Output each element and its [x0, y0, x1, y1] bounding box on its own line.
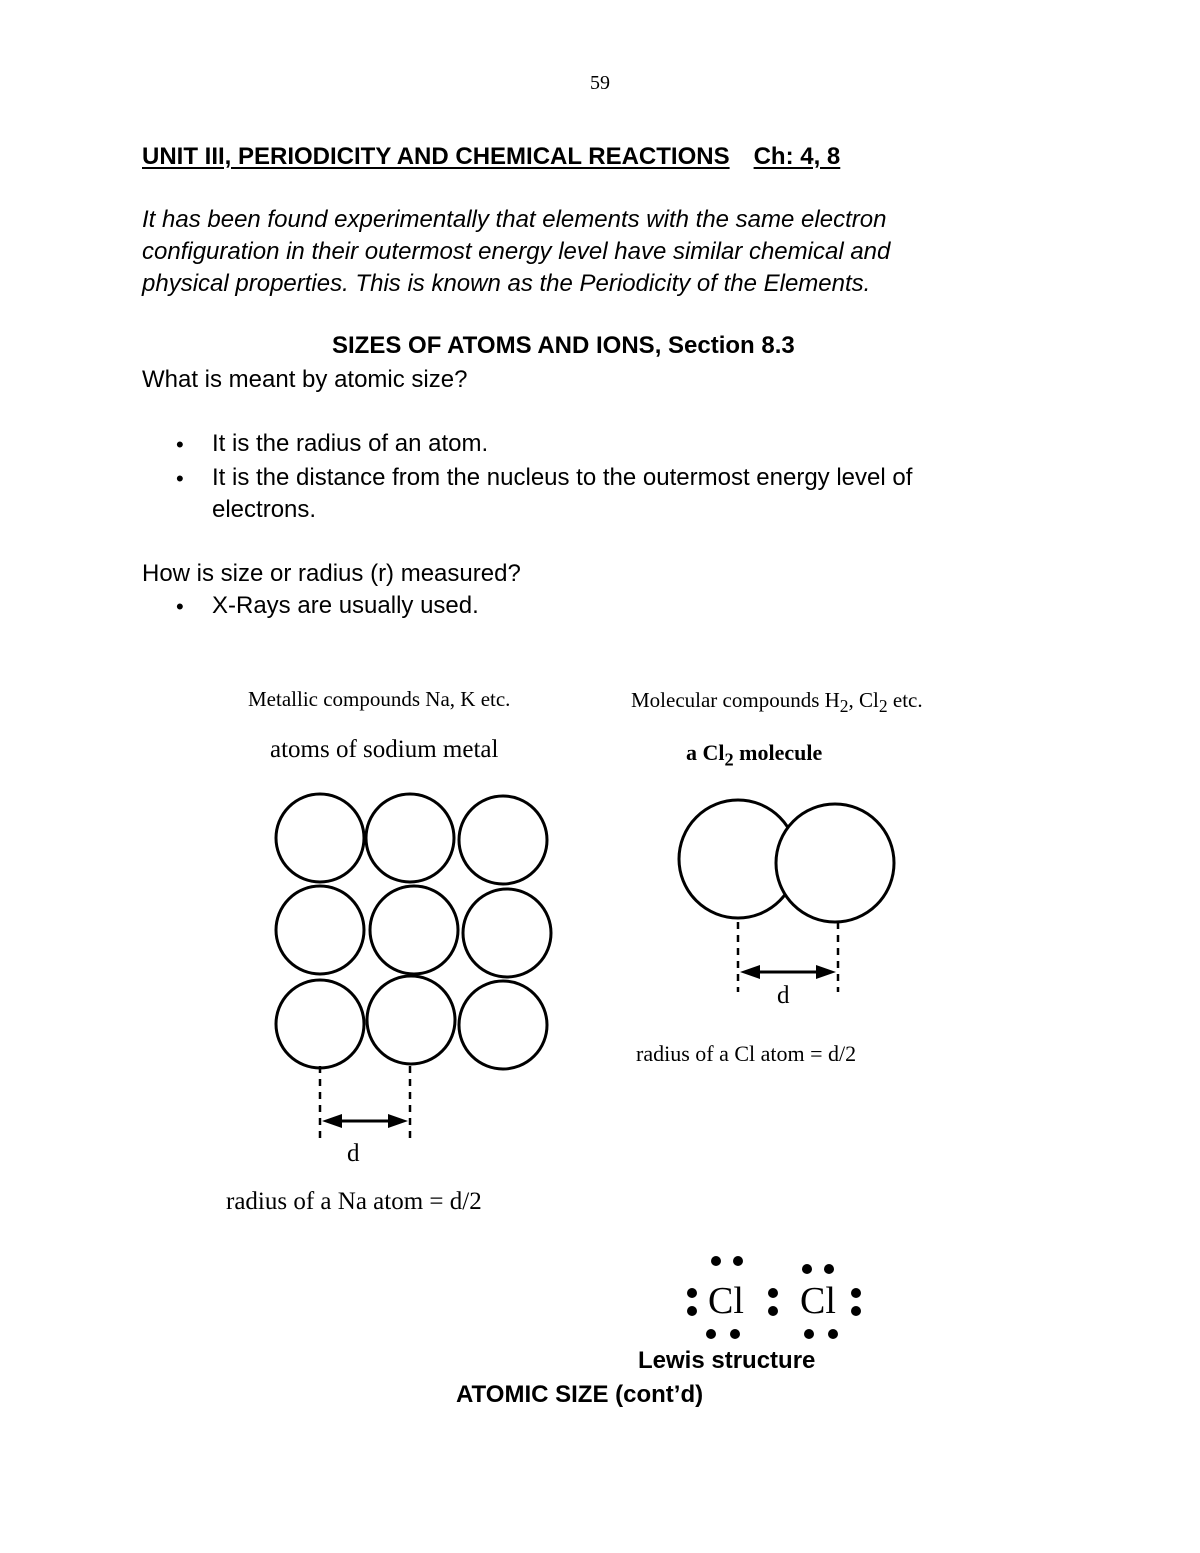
sodium-atom — [463, 889, 551, 977]
cl2-d-label: d — [777, 982, 790, 1009]
footer-heading: ATOMIC SIZE (cont’d) — [456, 1381, 704, 1408]
bullet-dot: • — [176, 594, 184, 619]
cl2-dimension-guides — [738, 922, 838, 992]
sodium-atom — [276, 980, 364, 1068]
sodium-d-label: d — [347, 1140, 360, 1167]
bullet-item-continuation: electrons. — [212, 496, 317, 523]
bullet-item: It is the distance from the nucleus to the outermost energy level of — [212, 464, 913, 491]
sodium-atom — [276, 886, 364, 974]
sodium-atom — [370, 886, 458, 974]
sodium-atom — [276, 794, 364, 882]
sodium-atom-grid — [276, 794, 551, 1069]
question-measurement: How is size or radius (r) measured? — [142, 560, 521, 587]
cl2-molecule — [679, 800, 894, 922]
bullet-dot: • — [176, 432, 184, 457]
bullet-item: X-Rays are usually used. — [212, 592, 479, 619]
sodium-atom — [459, 981, 547, 1069]
question-atomic-size: What is meant by atomic size? — [142, 366, 468, 393]
cl-radius-text: radius of a Cl atom = d/2 — [636, 1041, 857, 1066]
lewis-atom-1: Cl — [708, 1280, 744, 1322]
lewis-atom-2: Cl — [800, 1280, 836, 1322]
sodium-radius-text: radius of a Na atom = d/2 — [226, 1188, 482, 1215]
molecular-caption: Molecular compounds $H_2$, $Cl_2$ etc. — [631, 688, 923, 717]
sodium-dimension-guides — [320, 1066, 410, 1142]
sodium-figure-title: atoms of sodium metal — [270, 736, 499, 763]
cl-atom — [776, 804, 894, 922]
bullet-dot: • — [176, 466, 184, 491]
lewis-electron-dots — [687, 1256, 861, 1339]
sodium-atom — [367, 976, 455, 1064]
sodium-d-arrow — [322, 1114, 408, 1128]
sodium-atom — [459, 796, 547, 884]
intro-line-1: It has been found experimentally that elements with the same electron — [142, 206, 887, 233]
lewis-label: Lewis structure — [638, 1347, 816, 1374]
bullet-item: It is the radius of an atom. — [212, 430, 489, 457]
intro-line-3: physical properties. This is known as the Periodicity of the Elements. — [142, 270, 871, 297]
sodium-atom — [366, 794, 454, 882]
intro-line-2: configuration in their outermost energy level have similar chemical and — [142, 238, 891, 265]
unit-title-text: UNIT III, PERIODICITY AND CHEMICAL REACTIONS — [142, 143, 730, 170]
page-number: 59 — [590, 72, 610, 94]
section-heading: SIZES OF ATOMS AND IONS, Section 8.3 — [332, 332, 795, 359]
cl2-d-arrow — [740, 965, 836, 979]
metallic-caption: Metallic compounds Na, K etc. — [248, 687, 511, 711]
unit-chapters: Ch: 4, 8 — [753, 143, 841, 170]
cl2-figure-title: a $Cl_2$ molecule — [686, 740, 823, 770]
